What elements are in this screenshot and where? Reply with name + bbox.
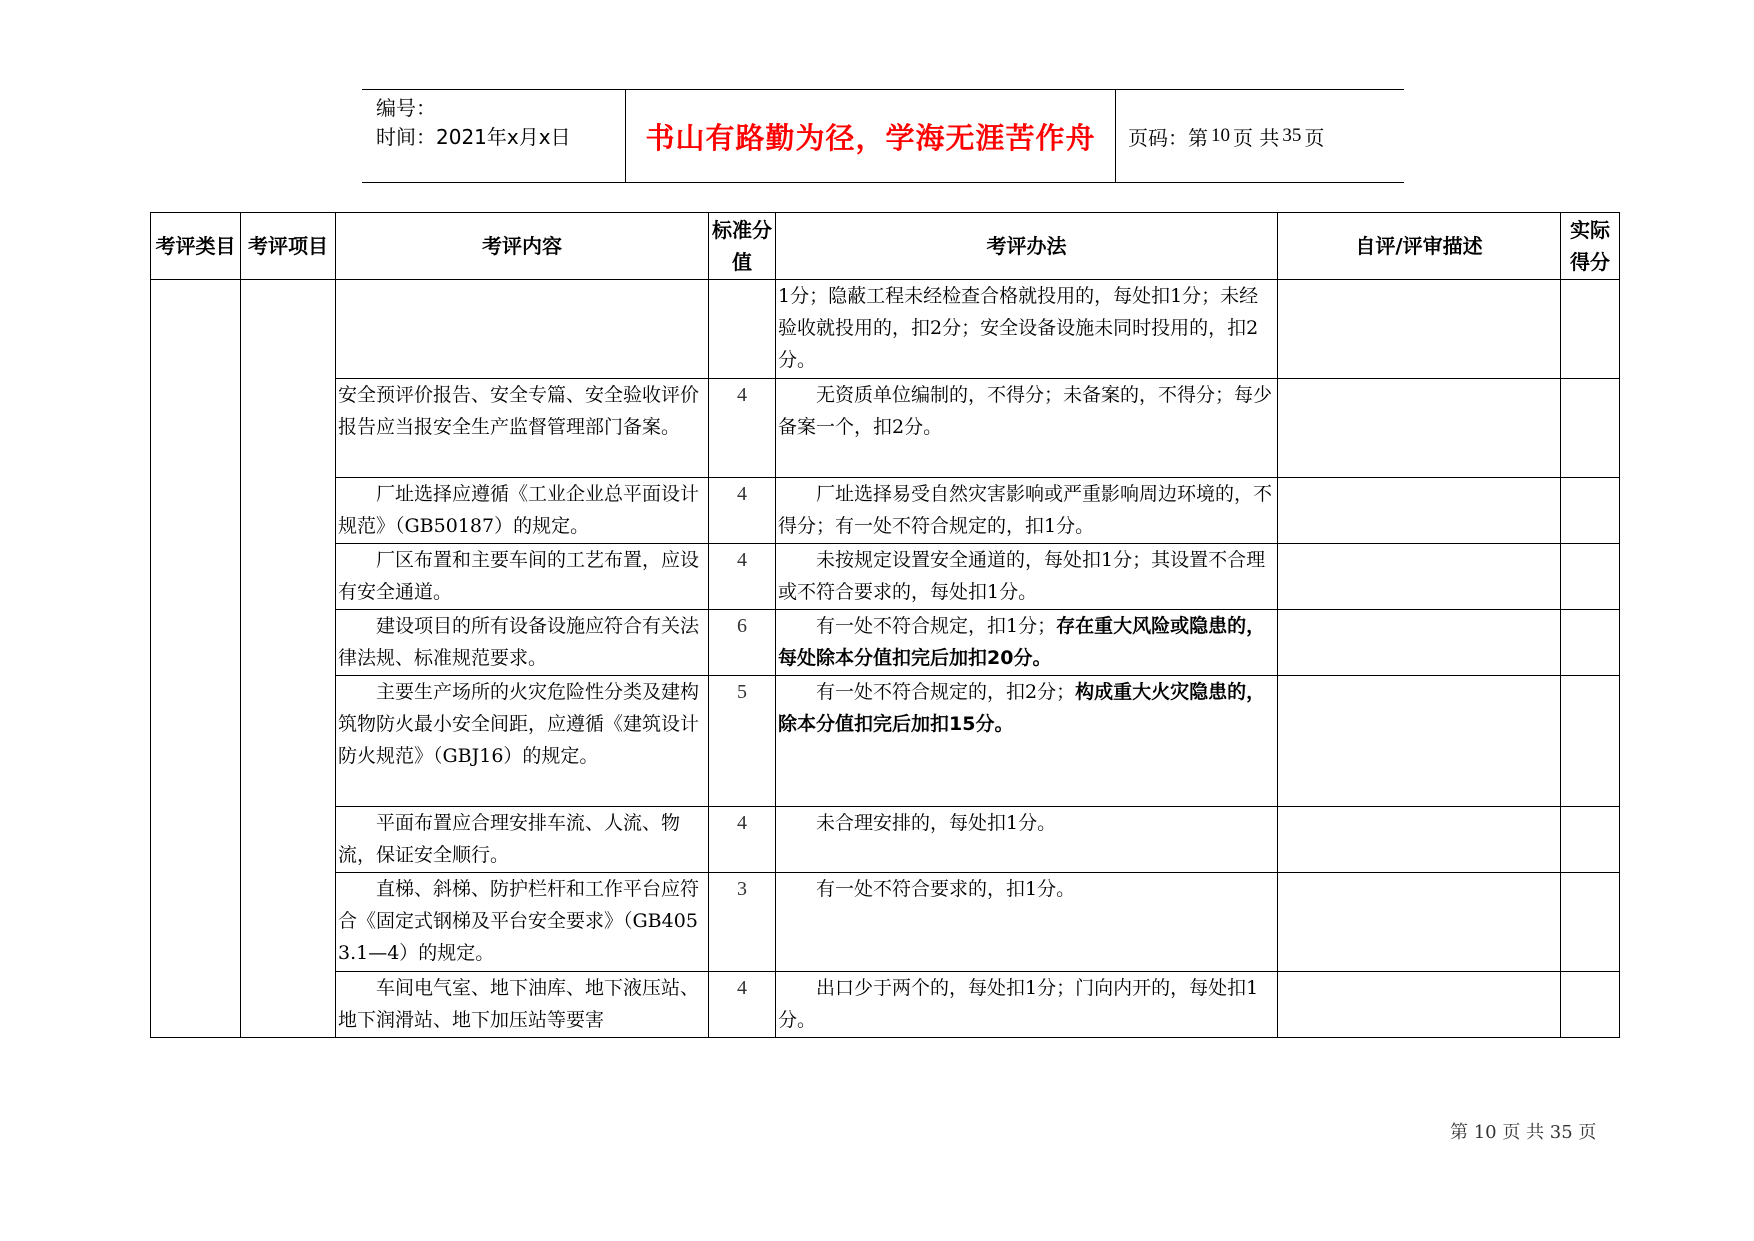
content-cell <box>336 972 709 1038</box>
table-row <box>151 873 1620 972</box>
actual-score-cell <box>1561 676 1620 807</box>
header-item: 考评项目 <box>241 213 336 280</box>
score-cell: 3 <box>709 873 776 972</box>
method-cell <box>776 807 1278 873</box>
method-text: 1分；隐蔽工程未经检查合格就投用的，每处扣1分；未经验收就投用的，扣2分；安全设备设施未同时投用的，扣2分。 <box>778 285 1259 371</box>
header-motto: 书山有路勤为径，学海无涯苦作舟 <box>626 90 1116 182</box>
self-eval-cell <box>1278 807 1561 873</box>
content-cell <box>336 807 709 873</box>
content-cell <box>336 873 709 972</box>
header-content: 考评内容 <box>336 213 709 280</box>
self-eval-cell <box>1278 972 1561 1038</box>
self-eval-cell <box>1278 379 1561 478</box>
content-text: 建设项目的所有设备设施应符合有关法律法规、标准规范要求。 <box>338 615 700 669</box>
method-cell <box>776 478 1278 544</box>
self-eval-cell <box>1278 478 1561 544</box>
page-total: 35 <box>1282 125 1302 146</box>
header-meta <box>362 90 626 182</box>
content-text: 直梯、斜梯、防护栏杆和工作平台应符合《固定式钢梯及平台安全要求》（GB4053.1—4）的规定。 <box>338 878 700 964</box>
header-self-eval: 自评/评审描述 <box>1278 213 1561 280</box>
score-cell <box>709 280 776 379</box>
method-cell <box>776 379 1278 478</box>
method-cell <box>776 544 1278 610</box>
page-prefix: 页码：第 <box>1128 125 1208 150</box>
method-text: 无资质单位编制的，不得分；未备案的，不得分；每少备案一个，扣2分。 <box>778 384 1273 438</box>
self-eval-cell <box>1278 873 1561 972</box>
header-page-indicator <box>1116 90 1404 182</box>
header-actual: 实际得分 <box>1561 213 1620 280</box>
method-cell <box>776 610 1278 676</box>
header-category: 考评类目 <box>151 213 241 280</box>
content-text: 车间电气室、地下油库、地下液压站、地下润滑站、地下加压站等要害 <box>338 977 700 1031</box>
page-current: 10 <box>1211 125 1230 146</box>
method-text: 厂址选择易受自然灾害影响或严重影响周边环境的，不得分；有一处不符合规定的，扣1分。 <box>778 483 1273 537</box>
score-cell: 4 <box>709 807 776 873</box>
table-row <box>151 280 1620 379</box>
actual-score-cell <box>1561 544 1620 610</box>
table-row <box>151 379 1620 478</box>
number-label: 编号： <box>376 96 436 120</box>
evaluation-table <box>150 212 1620 1038</box>
method-text: 有一处不符合要求的，扣1分。 <box>816 878 1076 900</box>
content-text: 主要生产场所的火灾危险性分类及建构筑物防火最小安全间距，应遵循《建筑设计防火规范》（GBJ16）的规定。 <box>338 681 700 767</box>
page-mid: 页 共 <box>1233 125 1280 150</box>
content-text: 厂区布置和主要车间的工艺布置，应设有安全通道。 <box>338 549 700 603</box>
score-cell: 4 <box>709 544 776 610</box>
actual-score-cell <box>1561 610 1620 676</box>
content-cell <box>336 478 709 544</box>
method-text <box>778 610 1275 674</box>
table-header-row <box>151 213 1620 280</box>
method-bold: 构成重大火灾隐患的，除本分值扣完后加扣15分。 <box>778 681 1266 735</box>
actual-score-cell <box>1561 478 1620 544</box>
method-text: 未合理安排的，每处扣1分。 <box>816 812 1057 834</box>
page-footer: 第 10 页 共 35 页 <box>1450 1122 1597 1143</box>
method-text: 未按规定设置安全通道的，每处扣1分；其设置不合理或不符合要求的，每处扣1分。 <box>778 549 1266 603</box>
score-cell: 6 <box>709 610 776 676</box>
method-cell <box>776 873 1278 972</box>
content-cell <box>336 676 709 807</box>
method-cell <box>776 280 1278 379</box>
method-normal: 有一处不符合规定，扣1分； <box>816 615 1057 637</box>
method-cell <box>776 972 1278 1038</box>
table-row <box>151 544 1620 610</box>
time-label: 时间：2021年x月x日 <box>376 125 571 149</box>
self-eval-cell <box>1278 544 1561 610</box>
score-cell: 4 <box>709 972 776 1038</box>
score-cell: 5 <box>709 676 776 807</box>
table-row <box>151 972 1620 1038</box>
method-text: 出口少于两个的，每处扣1分；门向内开的，每处扣1分。 <box>778 977 1259 1031</box>
self-eval-cell <box>1278 280 1561 379</box>
page-suffix: 页 <box>1304 125 1325 150</box>
item-cell <box>241 280 336 1038</box>
content-cell <box>336 610 709 676</box>
content-cell: 安全预评价报告、安全专篇、安全验收评价报告应当报安全生产监督管理部门备案。 <box>336 379 709 478</box>
content-text: 平面布置应合理安排车流、人流、物流，保证安全顺行。 <box>338 812 681 866</box>
table-row <box>151 676 1620 807</box>
category-cell <box>151 280 241 1038</box>
actual-score-cell <box>1561 873 1620 972</box>
method-text <box>778 676 1275 740</box>
score-cell: 4 <box>709 478 776 544</box>
header-score: 标准分值 <box>709 213 776 280</box>
self-eval-cell <box>1278 676 1561 807</box>
content-cell <box>336 544 709 610</box>
table-row <box>151 610 1620 676</box>
method-normal: 有一处不符合规定的，扣2分； <box>816 681 1076 703</box>
header-method: 考评办法 <box>776 213 1278 280</box>
actual-score-cell <box>1561 280 1620 379</box>
self-eval-cell <box>1278 610 1561 676</box>
content-cell <box>336 280 709 379</box>
actual-score-cell <box>1561 807 1620 873</box>
method-cell <box>776 676 1278 807</box>
method-bold: 存在重大风险或隐患的，每处除本分值扣完后加扣20分。 <box>778 615 1266 669</box>
actual-score-cell <box>1561 972 1620 1038</box>
score-cell: 4 <box>709 379 776 478</box>
table-row <box>151 807 1620 873</box>
table-row <box>151 478 1620 544</box>
document-header <box>362 89 1404 183</box>
actual-score-cell <box>1561 379 1620 478</box>
content-text: 厂址选择应遵循《工业企业总平面设计规范》（GB50187）的规定。 <box>338 483 700 537</box>
